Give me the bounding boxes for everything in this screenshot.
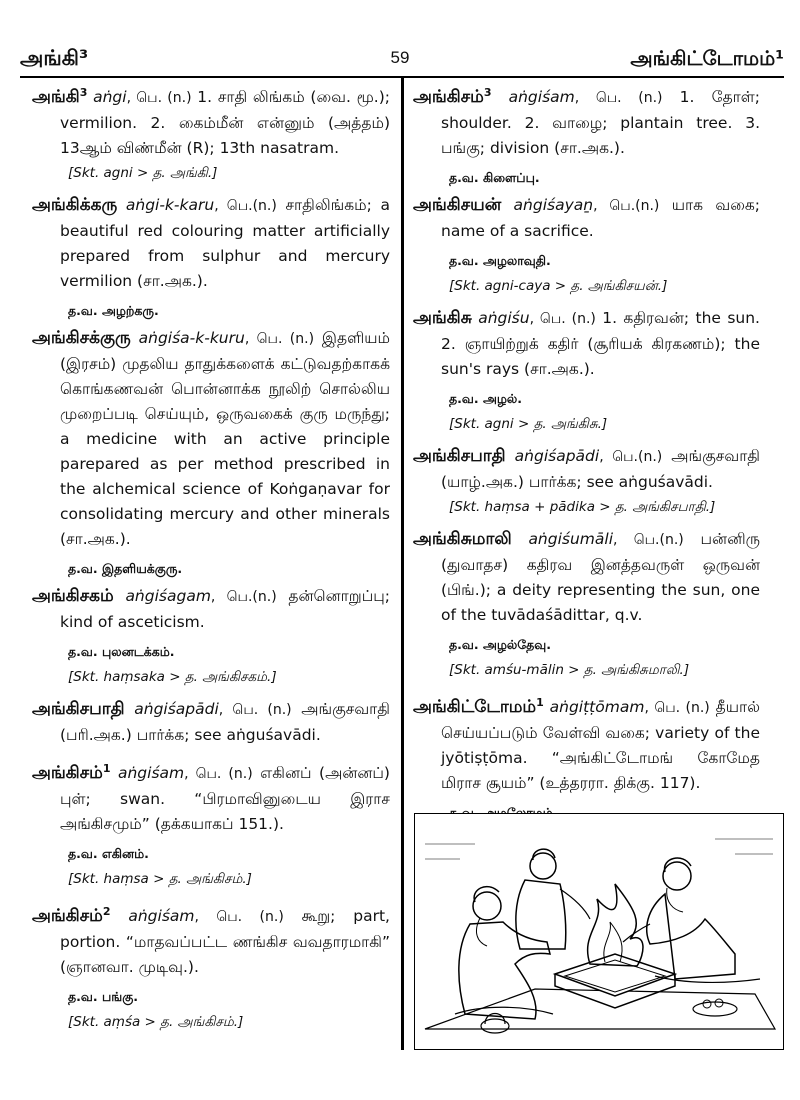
grammar-label: , பெ.(n.) bbox=[593, 198, 660, 215]
headword: அங்கிசம் bbox=[413, 87, 484, 108]
sanskrit-derivation: [Skt. agni > த. அங்கிசு.] bbox=[449, 416, 608, 433]
grammar-label: , பெ.(n.) bbox=[613, 532, 684, 549]
definition: எகினப் (அன்னப்) புள்; swan. “பிரமாவினுடைய இராச அங்கிசமும்” (தக்கயாகப் 151.). bbox=[60, 764, 390, 834]
tamil-equivalent: த.வ. அழற்கரு. bbox=[68, 303, 159, 319]
headword: அங்கிசுமாலி bbox=[413, 529, 512, 550]
right-sage-body bbox=[647, 894, 735, 979]
transliteration: aṅgiśam bbox=[117, 764, 185, 783]
dictionary-entry bbox=[32, 193, 390, 320]
tamil-equivalent: த.வ. அழலாவுதி. bbox=[449, 253, 551, 269]
grammar-label: , பெ.(n.) bbox=[214, 198, 277, 215]
grammar-label: , பெ.(n.) bbox=[599, 449, 663, 466]
page-header bbox=[0, 38, 800, 78]
sanskrit-derivation: [Skt. amśu-mālin > த. அங்கிசுமாலி.] bbox=[449, 662, 690, 679]
center-sage-body bbox=[516, 880, 566, 949]
headword: அங்கிசக்குரு bbox=[32, 328, 131, 349]
transliteration: aṅgiśapādi bbox=[514, 447, 600, 466]
headword: அங்கிசபாதி bbox=[32, 699, 125, 720]
tamil-equivalent: த.வ. அழல். bbox=[449, 391, 523, 407]
headword: அங்கிசகம் bbox=[32, 586, 114, 607]
sanskrit-derivation: [Skt. agni-caya > த. அங்கிசயன்.] bbox=[449, 278, 668, 295]
sanskrit-derivation: [Skt. haṃsa + pādika > த. அங்கிசபாதி.] bbox=[449, 499, 716, 516]
tamil-equivalent: த.வ. இதளியக்குரு. bbox=[68, 561, 183, 577]
grammar-label: , பெ. (n.) bbox=[244, 331, 315, 348]
transliteration: aṅgiṭṭōmam bbox=[549, 698, 645, 717]
homonym-number: 3 bbox=[483, 86, 492, 99]
grammar-label: , பெ. (n.) bbox=[644, 700, 710, 717]
transliteration: aṅgi-k-karu bbox=[125, 196, 215, 215]
background-hatching bbox=[425, 839, 773, 859]
transliteration: aṅgiśapādi bbox=[134, 700, 219, 719]
headword: அங்கி bbox=[32, 87, 80, 108]
transliteration: aṅgiśagam bbox=[125, 587, 211, 606]
definition: பன்னிரு (துவாதச) கதிரவ இனத்தவருள் ஒருவன் (பிங்.); a deity representing the sun, one of the tuvādaśādittar, q.v. bbox=[441, 530, 760, 625]
headword: அங்கிசம் bbox=[32, 763, 103, 784]
left-column bbox=[32, 80, 390, 1042]
headword: அங்கிசம் bbox=[32, 906, 103, 927]
right-sage-head bbox=[663, 862, 691, 890]
transliteration: aṅgi bbox=[93, 88, 127, 107]
column-divider bbox=[401, 78, 404, 1050]
headword: அங்கிக்கரு bbox=[32, 195, 118, 216]
left-sage-head bbox=[473, 892, 501, 920]
grammar-label: , பெ. (n.) bbox=[529, 311, 596, 328]
right-sage-beard bbox=[667, 888, 683, 912]
homonym-number: 3 bbox=[79, 86, 88, 99]
dictionary-entry bbox=[32, 697, 390, 748]
transliteration: aṅgiśayaṉ bbox=[513, 196, 594, 215]
sanskrit-derivation: [Skt. aṃśa > த. அங்கிசம்.] bbox=[68, 1014, 244, 1031]
homonym-number: 1 bbox=[536, 696, 544, 710]
dictionary-entry bbox=[413, 80, 760, 187]
definition: இதளியம் (இரசம்) முதலிய தாதுக்களைக் கட்டுவதற்காகக் கொங்கணவன் பொன்னாக்க நூலிற் சொல்லிய முறைப்படி செய்யும், ஒருவகைக் குரு மருந்து; a medicine with an active principle parepared as per method prescribed in the alchemical science of Koṅgaṇavar for consolidating mercury and other minerals (சா.அக.). bbox=[60, 329, 390, 549]
sanskrit-derivation: [Skt. haṃsa > த. அங்கிசம்.] bbox=[68, 871, 252, 888]
dictionary-entry bbox=[32, 584, 390, 687]
left-sage-beard bbox=[476, 918, 487, 946]
tamil-equivalent: த.வ. கிளைப்பு. bbox=[449, 170, 540, 186]
header-guide-word-right: அங்கிட்டோமம்¹ bbox=[630, 46, 784, 70]
dictionary-entry bbox=[413, 527, 760, 680]
left-sage-body bbox=[459, 922, 550, 1019]
sanskrit-derivation: [Skt. haṃsaka > த. அங்கிசகம்.] bbox=[68, 669, 277, 686]
homonym-number: 2 bbox=[102, 905, 111, 919]
homonym-number: 1 bbox=[102, 762, 111, 776]
definition: 1. சாதி லிங்கம் (வை. மூ.); vermilion. 2. கைம்மீன் என்னும் (அத்தம்) 13ஆம் விண்மீன் (R); 13th nasatram. bbox=[60, 88, 390, 158]
tamil-equivalent: த.வ. எகினம். bbox=[68, 846, 149, 862]
headword: அங்கிசயன் bbox=[413, 195, 502, 216]
grammar-label: , பெ. (n.) bbox=[126, 90, 192, 107]
page-number: 59 bbox=[390, 48, 410, 67]
header-guide-word-left: அங்கி³ bbox=[20, 46, 89, 70]
headword: அங்கிட்டோமம் bbox=[413, 697, 537, 718]
definition: தீயால் செய்யப்படும் வேள்வி வகை; variety of the jyōtiṣṭōma. “அங்கிட்டோமங் கோமேத மிராச சூயம்” (உத்தரரா. திக்கு. 117). bbox=[441, 698, 760, 793]
fire-ritual-drawing bbox=[415, 814, 783, 1049]
grammar-label: , பெ. (n.) bbox=[194, 909, 284, 926]
definition: அங்குசவாதி (பரி.அக.) பார்க்க; see aṅguśavādi. bbox=[60, 700, 390, 745]
definition: 1. தோள்; shoulder. 2. வாழை; plantain tree. 3. பங்கு; division (சா.அக.). bbox=[441, 88, 760, 158]
tamil-equivalent: த.வ. பங்கு. bbox=[68, 989, 138, 1005]
dictionary-entry bbox=[413, 306, 760, 434]
transliteration: aṅgiśa-k-kuru bbox=[138, 329, 245, 348]
dictionary-entry bbox=[32, 899, 390, 1032]
definition: அங்குசவாதி (யாழ்.அக.) பார்க்க; see aṅguśavādi. bbox=[441, 447, 760, 492]
dictionary-entry bbox=[413, 444, 760, 517]
transliteration: aṅgiśam bbox=[128, 907, 195, 926]
grammar-label: , பெ. (n.) bbox=[184, 766, 253, 783]
grammar-label: , பெ. (n.) bbox=[218, 702, 292, 719]
tamil-equivalent: த.வ. புலனடக்கம். bbox=[68, 644, 175, 660]
definition: யாக வகை; name of a sacrifice. bbox=[441, 196, 761, 241]
definition: 1. கதிரவன்; the sun. 2. ஞாயிற்றுக் கதிர் (சூரியக் கிரகணம்); the sun's rays (சா.அக.). bbox=[441, 309, 760, 379]
transliteration: aṅgiśu bbox=[478, 309, 530, 328]
sacrifice-illustration bbox=[414, 813, 784, 1050]
grammar-label: , பெ.(n.) bbox=[210, 589, 277, 606]
definition: கூறு; part, portion. “மாதவப்பட்ட ணங்கிச வவதாரமாகி” (ஞானவா. முடிவு.). bbox=[60, 907, 390, 977]
tamil-equivalent: த.வ. அழல்தேவு. bbox=[449, 637, 552, 653]
dictionary-entry bbox=[413, 193, 760, 296]
definition: சாதிலிங்கம்; a beautiful red colouring matter artificially prepared from sulphur and mercury vermilion (சா.அக.). bbox=[60, 196, 390, 291]
sanskrit-derivation: [Skt. agni > த. அங்கி.] bbox=[68, 165, 218, 182]
transliteration: aṅgiśumāli bbox=[528, 530, 614, 549]
dictionary-entry bbox=[32, 756, 390, 889]
headword: அங்கிசு bbox=[413, 308, 472, 329]
transliteration: aṅgiśam bbox=[508, 88, 575, 107]
headword: அங்கிசபாதி bbox=[413, 446, 506, 467]
offering-fruit-2 bbox=[715, 999, 723, 1007]
grammar-label: , பெ. (n.) bbox=[574, 90, 663, 107]
right-column bbox=[413, 80, 760, 858]
offering-fruit-1 bbox=[703, 1000, 711, 1008]
center-sage-head bbox=[530, 853, 556, 879]
definition: தன்னொறுப்பு; kind of asceticism. bbox=[60, 587, 390, 632]
dictionary-entry bbox=[32, 80, 390, 183]
dictionary-entry bbox=[32, 326, 390, 578]
